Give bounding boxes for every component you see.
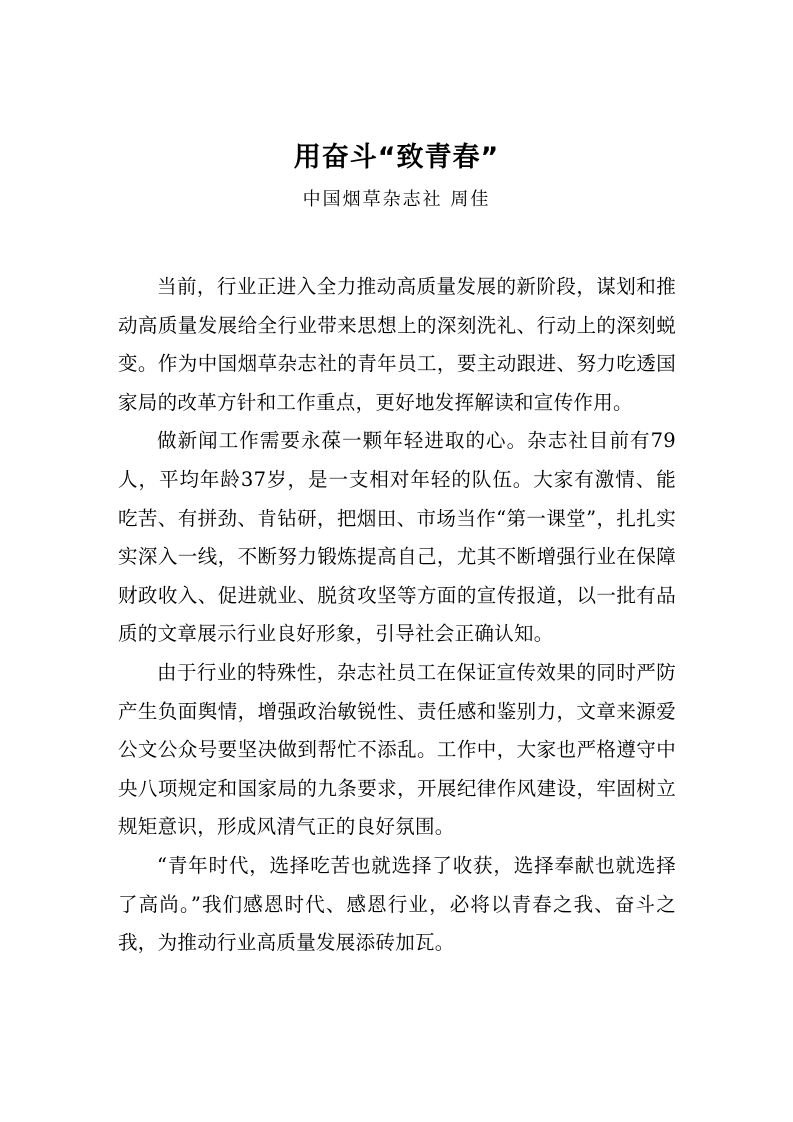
- paragraph-4: “青年时代，选择吃苦也就选择了收获，选择奉献也就选择了高尚。”我们感恩时代、感恩行业，必将以青春之我、奋斗之我，为推动行业高质量发展添砖加瓦。: [118, 853, 676, 955]
- article-title: 用奋斗“致青春”: [293, 142, 500, 173]
- article-byline: 中国烟草杂志社 周佳: [302, 189, 491, 210]
- paragraph-1: 当前，行业正进入全力推动高质量发展的新阶段，谋划和推动高质量发展给全行业带来思想上的深刻洗礼、行动上的深刻蜕变。作为中国烟草杂志社的青年员工，要主动跟进、努力吃透国家局的改革方针和工作重点，更好地发挥解读和宣传作用。: [118, 275, 676, 414]
- article-body: [118, 268, 676, 963]
- paragraph-3: 由于行业的特殊性，杂志社员工在保证宣传效果的同时严防产生负面舆情，增强政治敏锐性、责任感和鉴别力，文章来源爱公文公众号要坚决做到帮忙不添乱。工作中，大家也严格遵守中央八项规定和国家局的九条要求，开展纪律作风建设，牢固树立规矩意识，形成风清气正的良好氛围。: [118, 660, 676, 839]
- paragraph-2: 做新闻工作需要永葆一颗年轻进取的心。杂志社目前有79人，平均年龄37岁，是一支相对年轻的队伍。大家有激情、能吃苦、有拼劲、肯钻研，把烟田、市场当作“第一课堂”，扎扎实实深入一线，不断努力锻炼提高自己，尤其不断增强行业在保障财政收入、促进就业、脱贫攻坚等方面的宣传报道，以一批有品质的文章展示行业良好形象，引导社会正确认知。: [118, 429, 676, 646]
